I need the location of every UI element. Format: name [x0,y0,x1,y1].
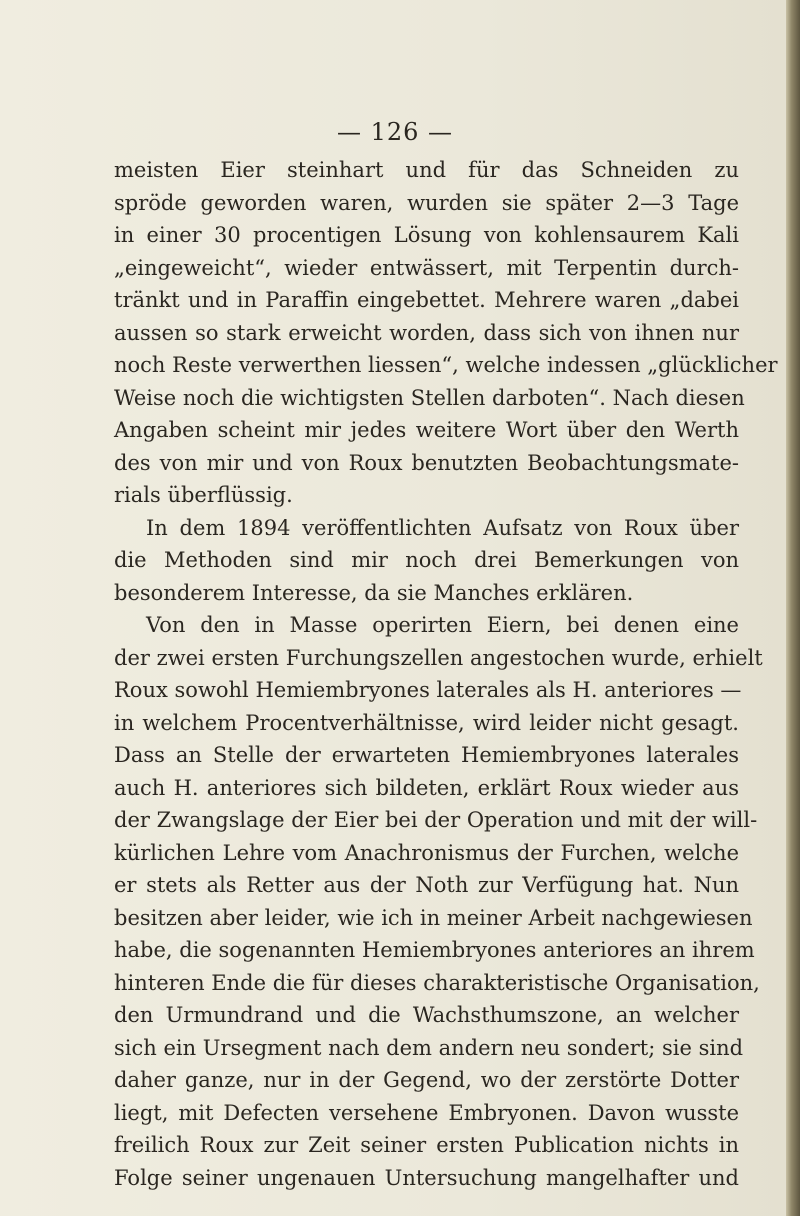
text-line: in welchem Procentverhältnisse, wird leider nicht gesagt. [114,710,739,735]
text-line: kürlichen Lehre vom Anachronismus der Furchen, welche [114,840,739,865]
text-line: Von den in Masse operirten Eiern, bei denen eine [146,613,739,637]
text-line: rials überflüssig. [114,483,293,507]
text-line: aussen so stark erweicht worden, dass sich von ihnen nur [114,320,739,345]
text-line: meisten Eier steinhart und für das Schneiden zu [114,158,739,182]
text-line: freilich Roux zur Zeit seiner ersten Publication nichts in [114,1133,739,1157]
text-line: des von mir und von Roux benutzten Beobachtungsmate- [114,450,739,475]
text-line: In dem 1894 veröffentlichten Aufsatz von Roux über [146,515,739,540]
text-line: Angaben scheint mir jedes weitere Wort über den Werth [114,418,739,442]
text-line: den Urmundrand und die Wachsthumszone, an welcher [114,1003,739,1027]
text-line: noch Reste verwerthen liessen“, welche indessen „glücklicher [114,353,778,377]
page-edge [786,0,800,1216]
text-line: Dass an Stelle der erwarteten Hemiembryones laterales [114,743,739,767]
text-line: daher ganze, nur in der Gegend, wo der zerstörte Dotter [114,1068,739,1092]
text-line: Roux sowohl Hemiembryones laterales als H. anteriores — [114,678,742,702]
text-line: tränkt und in Paraffin eingebettet. Mehrere waren „dabei [114,288,739,312]
text-line: die Methoden sind mir noch drei Bemerkungen von [114,548,739,572]
text-line: hinteren Ende die für dieses charakteristische Organisation, [114,970,760,995]
text-line: besitzen aber leider, wie ich in meiner Arbeit nachgewiesen [114,905,753,930]
text-line: spröde geworden waren, wurden sie später 2—3 Tage [114,190,739,215]
text-line: liegt, mit Defecten versehene Embryonen. Davon wusste [114,1100,739,1125]
text-line: sich ein Ursegment nach dem andern neu sondert; sie sind [114,1035,744,1060]
text-line: auch H. anteriores sich bildeten, erklärt Roux wieder aus [114,775,739,800]
page-number: — 126 — [336,118,454,146]
text-line: „eingeweicht“, wieder entwässert, mit Terpentin durch- [114,255,739,280]
text-line: Weise noch die wichtigsten Stellen darboten“. Nach diesen [114,385,745,410]
body-text [114,154,778,1194]
text-line: der zwei ersten Furchungszellen angestochen wurde, erhielt [114,645,763,670]
text-line: besonderem Interesse, da sie Manches erklären. [114,580,634,605]
text-line: der Zwangslage der Eier bei der Operation und mit der will- [114,808,758,832]
text-line: habe, die sogenannten Hemiembryones anteriores an ihrem [114,938,755,962]
text-line: Folge seiner ungenauen Untersuchung mangelhafter und [114,1165,739,1190]
text-line: in einer 30 procentigen Lösung von kohlensaurem Kali [114,223,739,247]
text-line: er stets als Retter aus der Noth zur Verfügung hat. Nun [114,873,739,897]
